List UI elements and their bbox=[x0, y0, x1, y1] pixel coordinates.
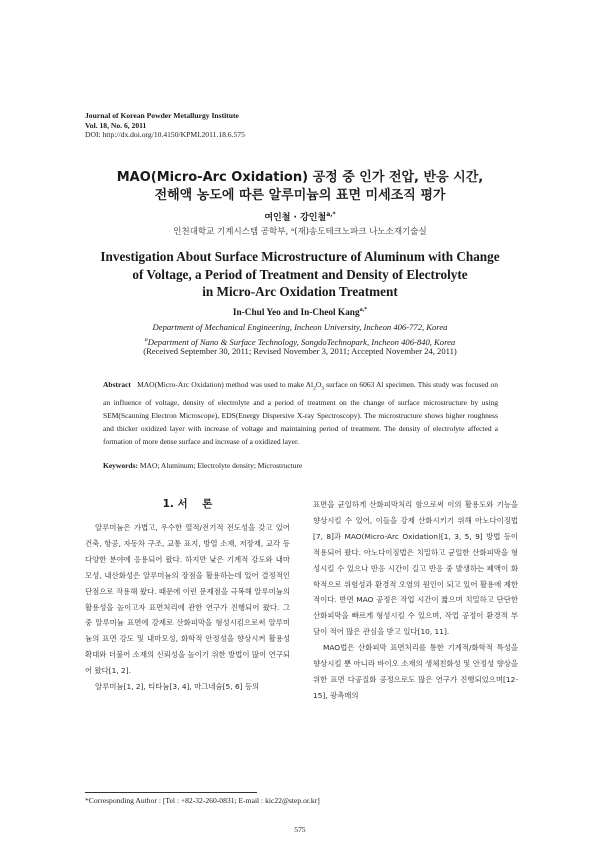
left-paragraph-2: 알루미늄[1, 2], 티타늄[3, 4], 마그네슘[5, 6] 등의 bbox=[95, 682, 260, 692]
english-affiliation-2: $^a$Department of Nano & Surface Technology, SongdoTechnopark, Incheon 406-840, Korea bbox=[144, 336, 456, 347]
abstract-sub2: 3 bbox=[321, 385, 325, 392]
abstract-text-pre: MAO(Micro-Arc Oxidation) method was used to make Al bbox=[137, 380, 314, 389]
korean-title-line1: MAO(Micro-Arc Oxidation) 공정 중 인가 전압, 반응 시간, bbox=[116, 170, 484, 185]
keywords-text: MAO; Aluminum; Electrolyte density; Microstructure bbox=[139, 461, 303, 470]
corresponding-author-footnote: *Corresponding Author : [Tel : +82-32-260-0831; E-mail : kic22@step.or.kr] bbox=[85, 796, 320, 805]
abstract-label: Abstract bbox=[103, 380, 131, 389]
abstract-sub1: 2 bbox=[313, 385, 316, 392]
english-affiliation-2-sup: a bbox=[144, 336, 148, 343]
korean-authors-names: 여인철 · 강인철 bbox=[264, 213, 327, 223]
korean-authors-sup: a,* bbox=[326, 211, 336, 218]
right-paragraph-1: 표면을 균일하게 산화피막처리 함으로써 이의 활용도와 기능을 향상시킬 수 있어, 이들을 강제 산화시키기 위해 아노다이징법[7, 8]과 MAO(Micro-Arc Oxidation)[1, 3, 5, 9] 방법 등이 적용되어 왔다. 아노다이징법은 치밀하고 균일한 산화피막을 형성시킬 수 있으나 반응 시간이 길고 반응 중 발생하는 폐액이 화학적으로 위험성과 환경적 오염의 원인이 되고 있어 활용에 제한적이다. 반면 MAO 공정은 작업 시간이 짧으며 치밀하고 단단한 산화피막을 빠르게 형성시킬 수 있으며, 작업 공정이 환경적 부담이 적어 많은 관심을 받고 있다[10, 11]. bbox=[313, 500, 518, 637]
right-column bbox=[313, 497, 518, 704]
footnote-rule bbox=[85, 792, 257, 793]
journal-doi: DOI: http://dx.doi.org/10.4150/KPMI.2011.18.6.575 bbox=[85, 130, 245, 140]
left-paragraph-1: 알루미늄은 가볍고, 우수한 열적/전기적 전도성을 갖고 있어 건축, 항공, 자동차 구조, 교통 표지, 방열 소재, 저장재, 교각 등 다양한 분야에 응용되어 왔다. 하지만 낮은 기계적 강도와 내마모성, 내산화성은 알루미늄의 장점을 활용하는데 있어 결정적인 단점으로 작용해 왔다. 때문에 이런 문제점을 극복해 알루미늄의 활용성을 높이고자 표면처리에 관한 연구가 진행되어 왔다. 그 중 알루미늄 표면에 강제로 산화피막을 형성시킴으로써 알루미늄의 표면 강도 및 내마모성, 화학적 안정성을 향상시켜 활용성 확대와 더불어 소재의 신뢰성을 높이기 위한 방법이 많이 연구되어 왔다[1, 2]. bbox=[85, 523, 290, 676]
right-paragraph-2: MAO법은 산화피막 표면처리를 통한 기계적/화학적 특성을 향상시킬 뿐 아니라 바이오 소재의 생체친화성 및 안정성 향상을 위한 표면 다공질화 공정으로도 많은 연구가 진행되었으며[12-15], 광촉매의 bbox=[313, 643, 518, 700]
english-title-line3: in Micro-Arc Oxidation Treatment bbox=[202, 284, 398, 299]
korean-title bbox=[60, 169, 540, 205]
journal-header bbox=[85, 111, 245, 140]
left-column bbox=[85, 520, 290, 695]
keywords bbox=[103, 461, 498, 470]
english-title-line1: Investigation About Surface Microstructure of Aluminum with Change bbox=[100, 249, 500, 264]
english-authors-names: In-Chul Yeo and In-Cheol Kang bbox=[232, 308, 360, 319]
abstract-mid: O bbox=[315, 380, 322, 389]
page-number: 575 bbox=[294, 825, 306, 834]
english-affiliation-1: Department of Mechanical Engineering, Incheon University, Incheon 406-772, Korea bbox=[152, 322, 448, 332]
received-dates: (Received September 30, 2011; Revised November 3, 2011; Accepted November 24, 2011) bbox=[143, 346, 457, 356]
abstract-text-post: surface on 6063 Al specimen. This study was focused on an influence of voltage, density of electrolyte and a period of treatment on the change of surface microstructure by using SEM(Scanning Electron Microscope), EDS(Energy Dispersive X-ray Spectroscopy). The microstructure shows higher roughness and thicker oxidized layer with increase of voltage and maintaining period of treatment. The density of electrolyte affected a formation of more dense surface and increase of a oxidized layer. bbox=[103, 380, 498, 447]
journal-name: Journal of Korean Powder Metallurgy Institute bbox=[85, 111, 239, 120]
korean-title-line2: 전해액 농도에 따른 알루미늄의 표면 미세조직 평가 bbox=[154, 188, 446, 203]
english-affiliations bbox=[60, 321, 540, 348]
section-title: 1. 서 론 bbox=[162, 498, 213, 510]
korean-authors bbox=[60, 210, 540, 223]
english-title bbox=[70, 248, 530, 301]
korean-affiliation: 인천대학교 기계시스템 공학부, ᵃ(재)송도테크노파크 나노소재기술실 bbox=[173, 227, 427, 237]
english-authors-sup: a,* bbox=[359, 307, 368, 313]
journal-volume: Vol. 18, No. 6, 2011 bbox=[85, 120, 147, 130]
keywords-label: Keywords: bbox=[103, 461, 138, 470]
english-title-line2: of Voltage, a Period of Treatment and Density of Electrolyte bbox=[132, 266, 468, 282]
abstract bbox=[103, 378, 498, 449]
english-authors bbox=[60, 307, 540, 318]
